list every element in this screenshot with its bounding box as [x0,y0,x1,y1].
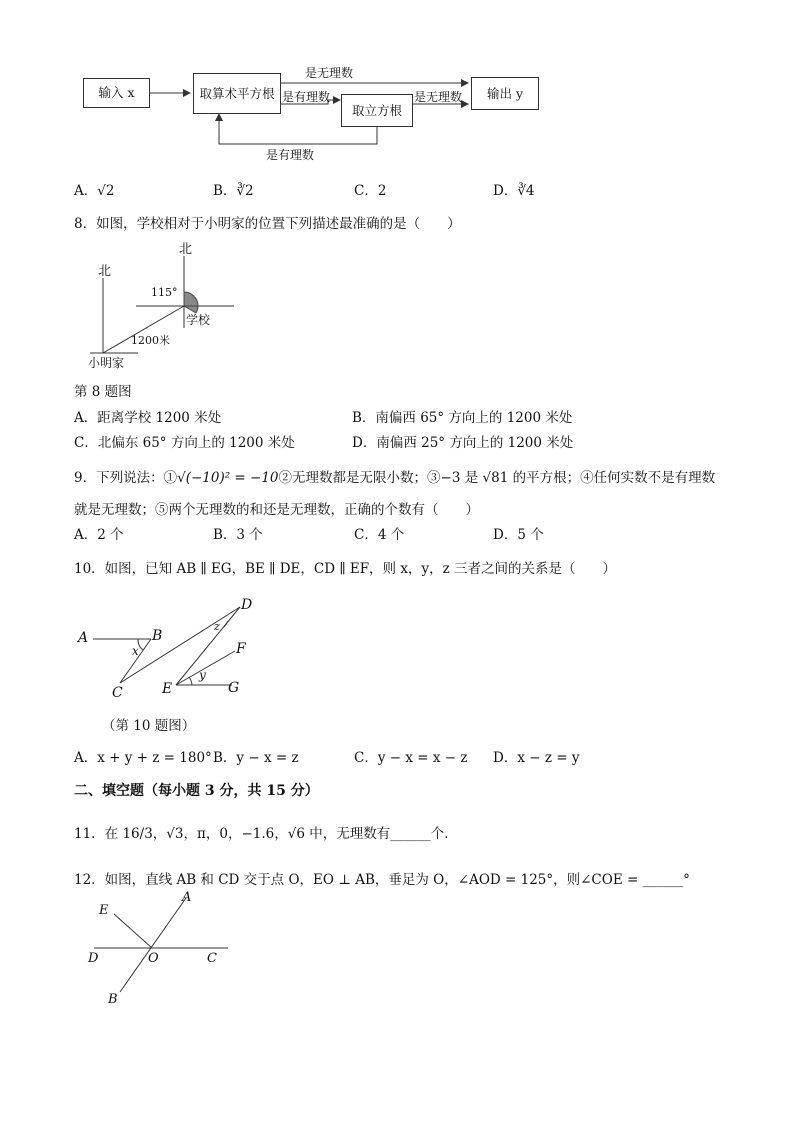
q10-label-x: x [132,644,139,658]
q8-option-b: B．南偏西 65° 方向上的 1200 米处 [352,410,573,426]
q12-label-A: A [182,890,192,905]
q10-option-a: A．x + y + z = 180° [74,750,212,766]
q10-label-A: A [78,630,89,646]
q9-line1-a: 9．下列说法：① [74,470,178,486]
q7-option-b: B．∛2 [213,183,254,199]
input-box: 输入 x [83,78,150,108]
q8-north-school: 北 [179,242,193,257]
cbrt-box: 取立方根 [341,94,413,127]
q9-formula: √(−10)² = −10 [177,470,279,486]
q7-option-c: C．2 [354,183,387,199]
q8-school-label: 学校 [186,313,211,327]
q12-label-B: B [108,992,118,1007]
q9-line2: 就是无理数；⑤两个无理数的和还是无理数，正确的个数有（ ） [74,502,479,518]
q8-distance-label: 1200米 [131,334,170,347]
q10-label-C: C [112,685,123,701]
q9-option-d: D．5 个 [493,527,544,543]
q8-caption: 第 8 题图 [74,384,132,400]
q9-line1-c: ②无理数都是无限小数；③−3 是 √81 的平方根；④任何实数不是有理数 [278,470,716,486]
q7-option-d: D．∛4 [493,183,535,199]
flow-label-irrational-right: 是无理数 [414,90,463,104]
q10-label-y: y [199,668,206,682]
q12-label-O: O [148,951,159,966]
q8-angle-label: 115° [151,286,178,299]
sqrt-box: 取算术平方根 [193,73,281,114]
q10-label-F: F [236,641,246,657]
q12-label-D: D [88,951,99,966]
q10-label-B: B [152,628,163,644]
q9-option-c: C．4 个 [354,527,405,543]
flow-label-rational-bottom: 是有理数 [266,148,315,162]
q8-option-d: D．南偏西 25° 方向上的 1200 米处 [352,435,574,451]
q10-label-z: z [214,620,220,633]
q10-option-c: C．y − x = x − z [354,750,468,766]
q10-option-d: D．x − z = y [493,750,580,766]
q12-label-E: E [99,903,109,918]
q8-option-c: C．北偏东 65° 方向上的 1200 米处 [74,435,295,451]
q8-home-label: 小明家 [88,356,125,370]
q12-label-C: C [207,951,217,966]
q9-line1 [74,466,715,486]
q11-stem: 11．在 16/3，√3，π，0，−1.6，√6 中，无理数有______个． [74,826,458,842]
flow-label-irrational-top: 是无理数 [305,66,354,80]
q9-option-b: B．3 个 [213,527,263,543]
q10-label-G: G [228,680,240,696]
q10-label-E: E [162,681,173,697]
output-box: 输出 y [471,77,539,110]
q8-figure [80,236,250,371]
q7-option-a: A．√2 [74,183,115,199]
q9-option-a: A．2 个 [74,527,124,543]
q10-option-b: B．y − x = z [213,750,299,766]
q10-caption: （第 10 题图） [102,718,196,734]
q12-stem: 12．如图，直线 AB 和 CD 交于点 O，EO ⊥ AB，垂足为 O，∠AOD = 125°，则∠COE = ______° [74,872,690,888]
section-fill-in-title: 二、填空题（每小题 3 分，共 15 分） [74,783,319,799]
q8-north-home: 北 [98,264,112,279]
flow-label-rational-mid: 是有理数 [282,90,331,104]
q8-stem: 8．如图，学校相对于小明家的位置下列描述最准确的是（ ） [74,216,461,232]
q10-stem: 10．如图，已知 AB ∥ EG，BE ∥ DE，CD ∥ EF，则 x，y，z 三者之间的关系是（ ） [74,561,616,577]
q10-label-D: D [241,597,253,613]
q8-option-a: A．距离学校 1200 米处 [74,410,222,426]
